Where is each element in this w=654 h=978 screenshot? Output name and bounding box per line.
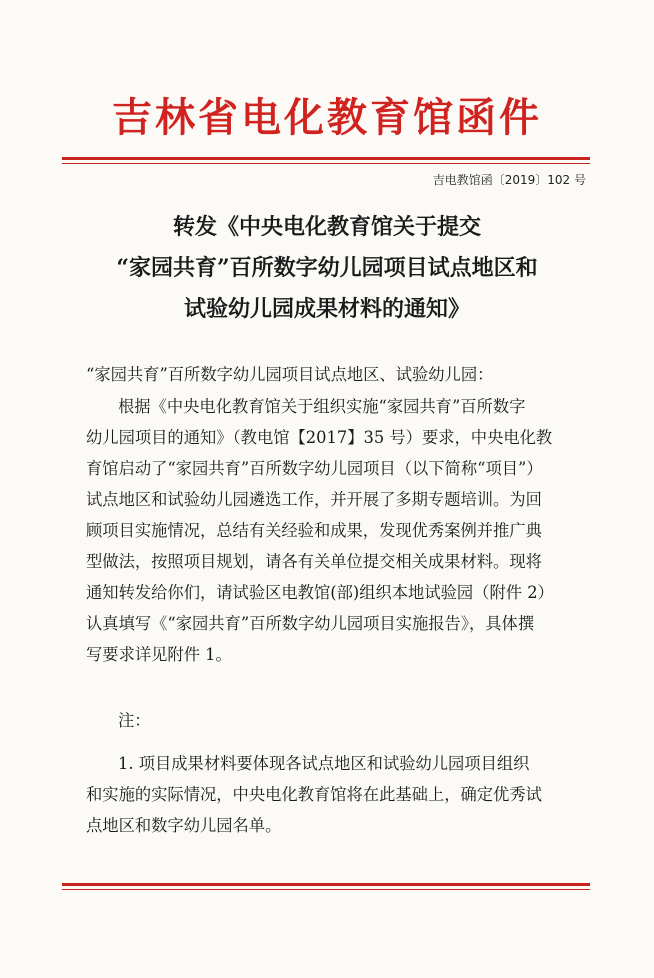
paragraph-line: 育馆启动了“家园共育”百所数字幼儿园项目（以下简称“项目”） [86, 459, 543, 478]
header-divider-thin [62, 163, 590, 164]
title-line: 试验幼儿园成果材料的通知》 [183, 296, 470, 322]
footer-divider-thick [62, 883, 590, 886]
paragraph-line: 认真填写《“家园共育”百所数字幼儿园项目实施报告》，具体撰 [86, 614, 535, 633]
paragraph-line: 根据《中央电化教育馆关于组织实施“家园共育”百所数字 [118, 397, 526, 416]
paragraph-note-1 [86, 748, 592, 841]
paragraph-line: 试点地区和试验幼儿园遴选工作，并开展了多期专题培训。为回 [86, 490, 542, 509]
letterhead-title: 吉林省电化教育馆函件 [112, 94, 542, 141]
footer-divider-thin [62, 889, 590, 890]
paragraph-line: 点地区和数字幼儿园名单。 [86, 816, 282, 835]
paragraph-line: 幼儿园项目的通知》（教电馆【2017】35 号）要求，中央电化教 [86, 428, 553, 447]
title-line: “家园共育”百所数字幼儿园项目试点地区和 [116, 255, 538, 281]
paragraph-main [86, 391, 592, 670]
salutation: “家园共育”百所数字幼儿园项目试点地区、试验幼儿园： [86, 365, 494, 384]
document-number: 吉电教馆函〔2019〕102 号 [432, 173, 586, 187]
document-title [40, 207, 614, 330]
header-divider-thick [62, 157, 590, 160]
paragraph-line: 1. 项目成果材料要体现各试点地区和试验幼儿园项目组织 [118, 754, 530, 773]
paragraph-line: 写要求详见附件 1。 [86, 645, 232, 664]
paragraph-line: 和实施的实际情况，中央电化教育馆将在此基础上，确定优秀试 [86, 785, 542, 804]
paragraph-line: 型做法，按照项目规划，请各有关单位提交相关成果材料。现将 [86, 552, 542, 571]
paragraph-line: 顾项目实施情况，总结有关经验和成果，发现优秀案例并推广典 [86, 521, 542, 540]
note-label: 注： [118, 711, 151, 730]
paragraph-line: 通知转发给你们，请试验区电教馆(部)组织本地试验园（附件 2） [86, 583, 554, 602]
title-line: 转发《中央电化教育馆关于提交 [172, 214, 481, 240]
